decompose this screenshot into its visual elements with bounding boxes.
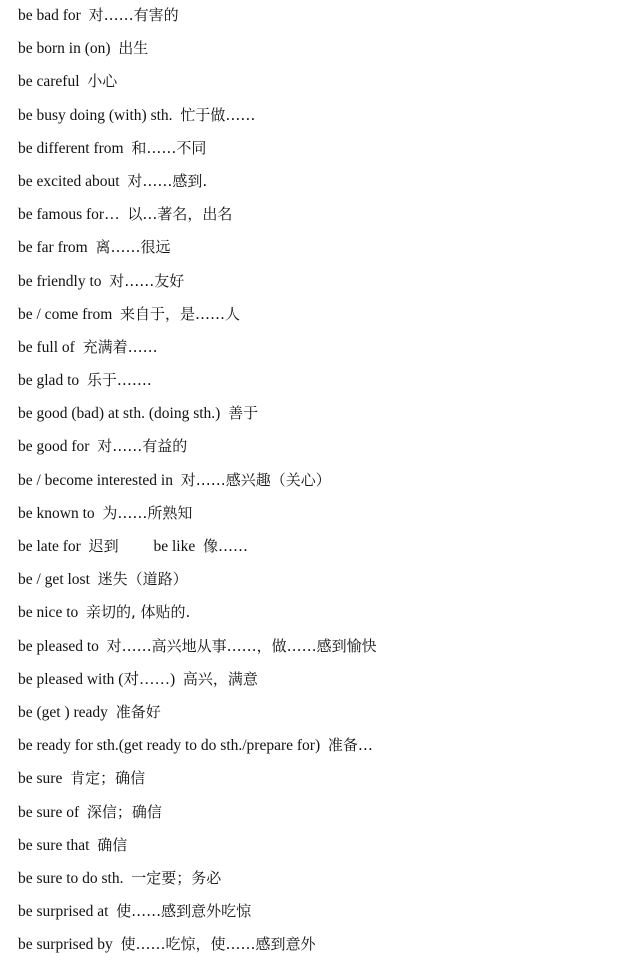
phrase-english: be famous for… — [18, 206, 120, 224]
phrase-chinese: 对……高兴地从事……，做……感到愉快 — [106, 636, 377, 655]
phrase-row — [18, 933, 628, 966]
phrase-english: be glad to — [18, 372, 80, 390]
phrase-gap — [99, 638, 107, 655]
phrase-gap — [108, 903, 116, 920]
phrase-row — [18, 469, 628, 502]
phrase-gap — [320, 737, 328, 754]
phrase-english: be (get ) ready — [18, 703, 108, 721]
phrase-chinese: 为……所熟知 — [102, 503, 193, 522]
phrase-chinese: 使……感到意外吃惊 — [116, 902, 252, 921]
phrase-english: be good (bad) at sth. (doing sth.) — [18, 405, 221, 423]
phrase-row — [18, 601, 628, 634]
phrase-gap — [175, 671, 183, 688]
phrase-chinese: 和……不同 — [131, 138, 207, 157]
phrase-chinese: 出生 — [118, 39, 149, 58]
phrase-gap — [79, 804, 87, 821]
phrase-chinese: 亲切的, 体贴的. — [86, 603, 191, 622]
phrase-row — [18, 900, 628, 933]
phrase-chinese: 深信；确信 — [86, 802, 162, 821]
phrase-row — [18, 502, 628, 535]
phrase-row — [18, 236, 628, 269]
phrase-english: be born in (on) — [18, 40, 111, 58]
phrase-english: be friendly to — [18, 272, 102, 290]
phrase-english: be / come from — [18, 305, 113, 323]
phrase-gap — [119, 538, 154, 555]
phrase-gap — [62, 770, 70, 787]
phrase-english: be / get lost — [18, 571, 90, 589]
phrase-chinese: 充满着…… — [82, 337, 158, 356]
phrase-chinese: 对……感兴趣（关心） — [180, 470, 331, 489]
phrase-chinese: 确信 — [97, 835, 128, 854]
phrase-english: be good for — [18, 438, 90, 456]
phrase-row — [18, 701, 628, 734]
phrase-gap — [108, 704, 116, 721]
phrase-english: be sure of — [18, 803, 80, 821]
phrase-gap — [79, 372, 87, 389]
phrase-row — [18, 369, 628, 402]
phrase-row — [18, 336, 628, 369]
phrase-chinese: 善于 — [228, 404, 259, 423]
phrase-english: be pleased with (对……) — [18, 670, 176, 688]
phrase-row — [18, 867, 628, 900]
phrase-chinese: 一定要；务必 — [131, 868, 222, 887]
phrase-gap — [90, 571, 98, 588]
phrase-english: be / become interested in — [18, 471, 173, 489]
phrase-row — [18, 734, 628, 767]
phrase-english: be careful — [18, 73, 80, 91]
phrase-row — [18, 203, 628, 236]
phrase-row — [18, 435, 628, 468]
phrase-chinese: 对……感到. — [127, 171, 208, 190]
phrase-english: be excited about — [18, 172, 120, 190]
phrase-english: be busy doing (with) sth. — [18, 106, 173, 124]
phrase-english: be nice to — [18, 604, 79, 622]
phrase-row — [18, 303, 628, 336]
phrase-english: be sure — [18, 770, 63, 788]
phrase-row — [18, 402, 628, 435]
phrase-row — [18, 767, 628, 800]
phrase-chinese: 肯定；确信 — [70, 769, 146, 788]
phrase-chinese: 准备… — [327, 736, 373, 755]
phrase-row — [18, 4, 628, 37]
phrase-chinese: 忙于做…… — [180, 105, 256, 124]
phrase-chinese: 小心 — [87, 72, 118, 91]
phrase-list — [18, 4, 628, 966]
phrase-english: be surprised by — [18, 936, 113, 954]
phrase-gap — [78, 604, 86, 621]
phrase-chinese-second: 像…… — [202, 537, 248, 555]
phrase-chinese: 使……吃惊，使……感到意外 — [120, 935, 316, 954]
phrase-chinese: 乐于……. — [86, 371, 152, 390]
phrase-gap — [81, 538, 89, 555]
phrase-gap — [75, 339, 83, 356]
phrase-english: be ready for sth.(get ready to do sth./prepare for) — [18, 737, 321, 755]
phrase-gap — [195, 538, 203, 555]
phrase-english: be far from — [18, 239, 88, 257]
phrase-chinese: 准备好 — [115, 702, 161, 721]
phrase-row — [18, 668, 628, 701]
phrase-row — [18, 170, 628, 203]
phrase-english: be known to — [18, 504, 95, 522]
phrase-row — [18, 801, 628, 834]
phrase-row — [18, 104, 628, 137]
phrase-english: be pleased to — [18, 637, 99, 655]
phrase-row — [18, 834, 628, 867]
phrase-english: be sure that — [18, 836, 90, 854]
phrase-chinese: 对……友好 — [109, 271, 185, 290]
phrase-row — [18, 37, 628, 70]
phrase-gap — [81, 7, 89, 24]
phrase-row — [18, 270, 628, 303]
phrase-english: be surprised at — [18, 903, 109, 921]
phrase-english-second: be like — [153, 538, 196, 555]
phrase-english: be different from — [18, 139, 124, 157]
phrase-english: be late for — [18, 538, 81, 555]
phrase-english: be bad for — [18, 7, 81, 24]
phrase-english: be sure to do sth. — [18, 869, 124, 887]
phrase-chinese: 离……很远 — [95, 238, 171, 257]
phrase-gap — [173, 472, 181, 489]
phrase-gap — [220, 405, 228, 422]
phrase-chinese: 高兴，满意 — [182, 669, 258, 688]
phrase-row — [18, 70, 628, 103]
phrase-chinese: 对……有害的 — [88, 6, 179, 24]
phrase-gap — [112, 306, 120, 323]
phrase-chinese: 迷失（道路） — [97, 570, 188, 589]
phrase-chinese: 对……有益的 — [97, 437, 188, 456]
phrase-row — [18, 568, 628, 601]
phrase-row — [18, 137, 628, 170]
phrase-chinese: 以…著名，出名 — [127, 205, 233, 224]
phrase-english: be full of — [18, 338, 75, 356]
phrase-row — [18, 535, 628, 568]
phrase-chinese: 迟到 — [88, 537, 119, 555]
phrase-chinese: 来自于，是……人 — [120, 304, 241, 323]
phrase-row — [18, 635, 628, 668]
